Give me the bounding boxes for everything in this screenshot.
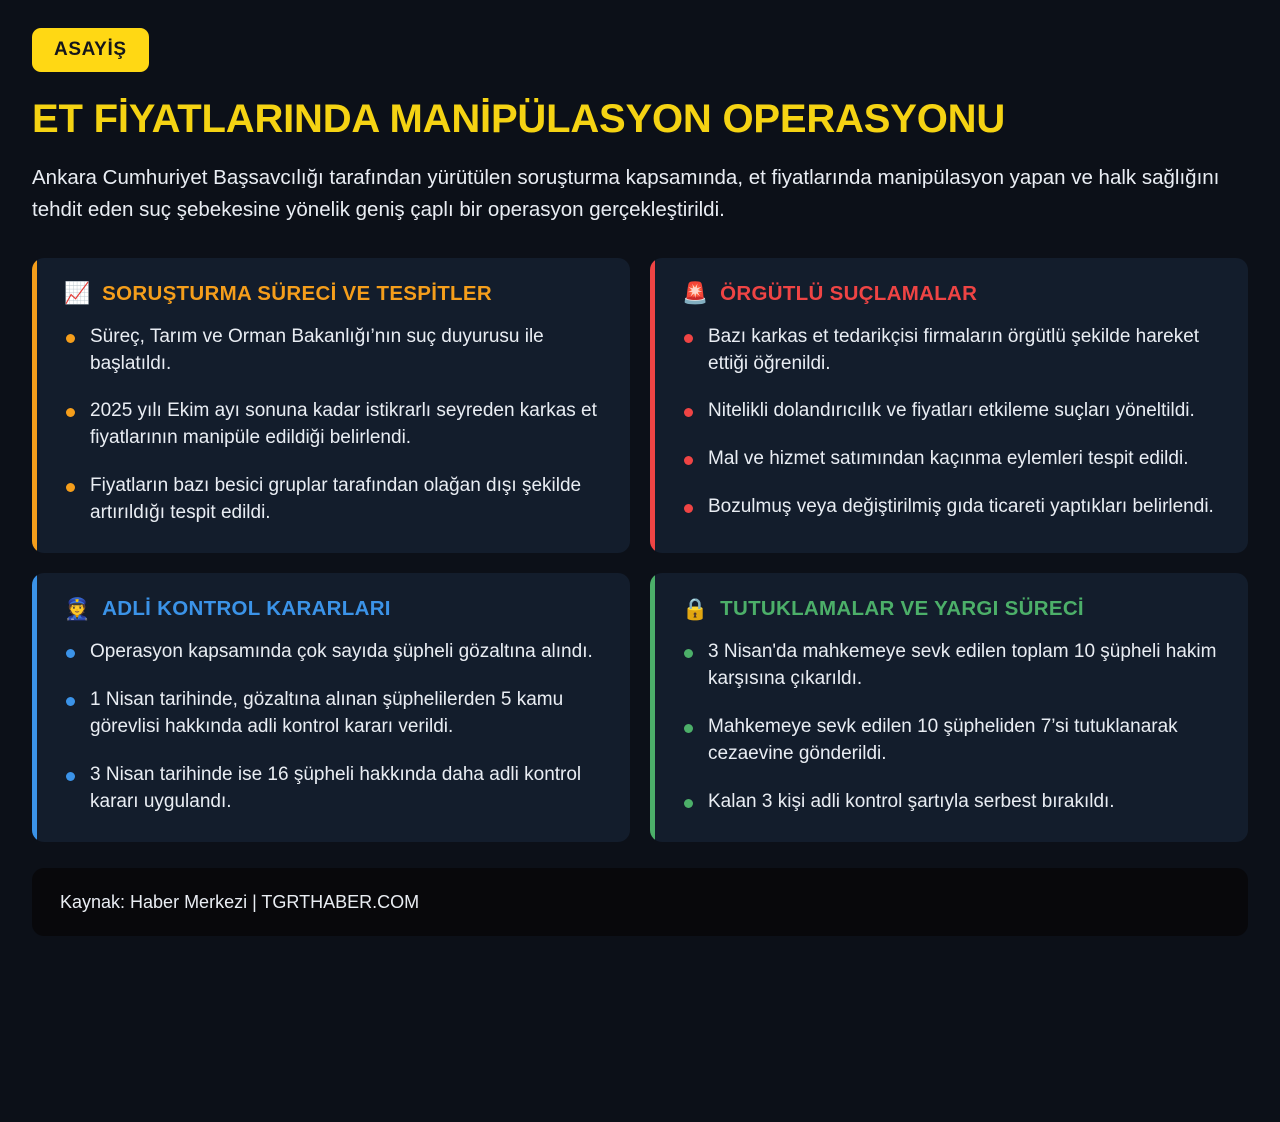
card-header — [682, 282, 1222, 306]
bullet-dot-icon — [684, 649, 693, 658]
list-item — [64, 639, 604, 666]
card-header — [64, 597, 604, 621]
bullet-dot-icon — [684, 408, 693, 417]
bullet-text: 1 Nisan tarihinde, gözaltına alınan şüphelilerden 5 kamu görevlisi hakkında adli kontrol kararı verildi. — [90, 689, 564, 738]
police-siren-icon: 🚨 — [682, 282, 709, 306]
lock-icon: 🔒 — [682, 597, 709, 621]
list-item — [64, 687, 604, 741]
police-officer-icon: 👮 — [64, 597, 91, 621]
list-item — [682, 714, 1222, 768]
card-header — [64, 282, 604, 306]
bullet-dot-icon — [66, 408, 75, 417]
card-title: TUTUKLAMALAR VE YARGI SÜRECİ — [720, 597, 1084, 621]
card-accent-bar — [650, 573, 655, 842]
category-badge: ASAYİŞ — [32, 28, 149, 72]
list-item — [682, 494, 1222, 521]
card-bullet-list — [64, 324, 604, 528]
card-tutuklamalar — [650, 573, 1248, 842]
bullet-text: Nitelikli dolandırıcılık ve fiyatları etkileme suçları yöneltildi. — [708, 400, 1195, 422]
bullet-text: 3 Nisan tarihinde ise 16 şüpheli hakkında daha adli kontrol kararı uygulandı. — [90, 764, 582, 813]
card-title: SORUŞTURMA SÜRECİ VE TESPİTLER — [102, 281, 492, 305]
card-grid — [32, 258, 1248, 843]
footer-bar — [32, 868, 1248, 936]
card-adli-kontrol — [32, 573, 630, 842]
bullet-dot-icon — [66, 649, 75, 658]
source-credit: Kaynak: Haber Merkezi | TGRTHABER.COM — [60, 891, 420, 912]
list-item — [64, 473, 604, 527]
bullet-dot-icon — [684, 504, 693, 513]
list-item — [682, 446, 1222, 473]
bullet-text: Mahkemeye sevk edilen 10 şüpheliden 7’si tutuklanarak cezaevine gönderildi. — [708, 716, 1178, 765]
list-item — [64, 762, 604, 816]
list-item — [682, 789, 1222, 816]
page-subtitle: Ankara Cumhuriyet Başsavcılığı tarafından yürütülen soruşturma kapsamında, et fiyatlarında manipülasyon yapan ve halk sağlığını tehdit eden suç şebekesine yönelik geniş çaplı bir operasyon gerçekleştirildi. — [32, 166, 1220, 221]
bullet-text: Fiyatların bazı besici gruplar tarafından olağan dışı şekilde artırıldığı tespit edildi. — [90, 475, 582, 524]
bullet-dot-icon — [66, 483, 75, 492]
list-item — [682, 398, 1222, 425]
bullet-dot-icon — [684, 456, 693, 465]
card-accent-bar — [32, 573, 37, 842]
card-accent-bar — [650, 258, 655, 554]
bullet-dot-icon — [66, 334, 75, 343]
list-item — [682, 324, 1222, 378]
bullet-text: 3 Nisan'da mahkemeye sevk edilen toplam 10 şüpheli hakim karşısına çıkarıldı. — [708, 641, 1217, 690]
card-accent-bar — [32, 258, 37, 554]
bullet-text: Bozulmuş veya değiştirilmiş gıda ticareti yaptıkları belirlendi. — [708, 496, 1214, 518]
bullet-text: Mal ve hizmet satımından kaçınma eylemleri tespit edildi. — [708, 448, 1189, 470]
bullet-text: Kalan 3 kişi adli kontrol şartıyla serbest bırakıldı. — [708, 791, 1115, 813]
card-orgutlu-suclamalar — [650, 258, 1248, 554]
list-item — [64, 324, 604, 378]
card-bullet-list — [682, 324, 1222, 522]
list-item — [64, 398, 604, 452]
card-bullet-list — [64, 639, 604, 816]
bullet-text: Bazı karkas et tedarikçisi firmaların örgütlü şekilde hareket ettiği öğrenildi. — [708, 325, 1200, 374]
bullet-dot-icon — [684, 799, 693, 808]
card-title: ADLİ KONTROL KARARLARI — [102, 597, 391, 621]
card-bullet-list — [682, 639, 1222, 816]
bullet-dot-icon — [684, 334, 693, 343]
bullet-text: Süreç, Tarım ve Orman Bakanlığı’nın suç duyurusu ile başlatıldı. — [90, 325, 544, 374]
card-header — [682, 597, 1222, 621]
bullet-text: 2025 yılı Ekim ayı sonuna kadar istikrarlı seyreden karkas et fiyatlarının manipüle edildiği belirlendi. — [90, 400, 597, 449]
bullet-dot-icon — [66, 697, 75, 706]
bullet-text: Operasyon kapsamında çok sayıda şüpheli gözaltına alındı. — [90, 641, 593, 663]
bullet-dot-icon — [684, 724, 693, 733]
card-sorusturma-sureci — [32, 258, 630, 554]
card-title: ÖRGÜTLÜ SUÇLAMALAR — [720, 281, 978, 305]
page-title: ET FİYATLARINDA MANİPÜLASYON OPERASYONU — [32, 97, 1006, 141]
bullet-dot-icon — [66, 772, 75, 781]
chart-increasing-icon: 📈 — [64, 282, 91, 306]
list-item — [682, 639, 1222, 693]
